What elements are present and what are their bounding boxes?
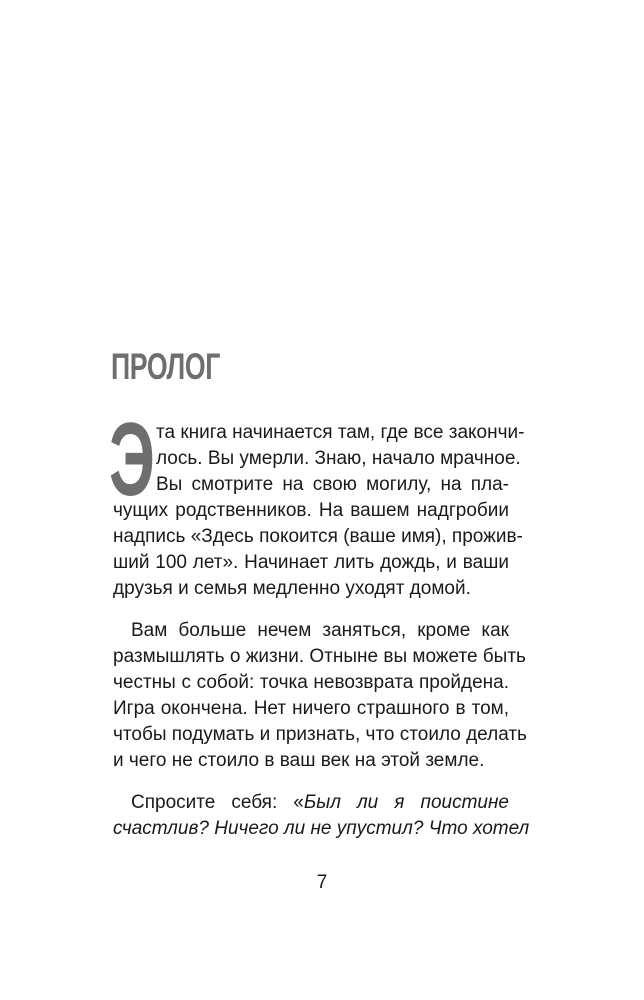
page-number: 7 (316, 872, 328, 893)
paragraph-1-line-7: друзья и семья медленно уходят домой. (113, 578, 471, 599)
paragraph-3-line-1 (113, 790, 509, 816)
paragraph-1-line-6: ший 100 лет». Начинает лить дождь, и ваши (113, 552, 509, 573)
paragraph-2-line-2: размышлять о жизни. Отныне вы можете быть (113, 646, 526, 667)
chapter-title: ПРОЛОГ (111, 346, 220, 387)
drop-cap: Э (109, 402, 155, 518)
paragraph-2-line-3: честны с собой: точка невозврата пройдена. (113, 672, 509, 693)
paragraph-2-line-4: Игра окончена. Нет ничего страшного в том, (113, 698, 509, 719)
paragraph-1-line-2: лось. Вы умерли. Знаю, начало мрачное. (156, 448, 521, 469)
paragraph-2-line-1: Вам больше нечем заняться, кроме как (131, 620, 509, 641)
paragraph-3-lead-text: Спросите себя: « (131, 792, 304, 813)
paragraph-2-line-5: чтобы подумать и признать, что стоило делать (113, 724, 527, 745)
paragraph-3-question-text: Был ли я поистине (303, 792, 509, 813)
paragraph-3-line-2: счастлив? Ничего ли не упустил? Что хотел (113, 818, 530, 839)
paragraph-1-line-1: та книга начинается там, где все закончи- (156, 422, 525, 443)
paragraph-2-line-6: и чего не стоило в ваш век на этой земле. (113, 750, 485, 771)
paragraph-1-line-3: Вы смотрите на свою могилу, на пла- (156, 474, 509, 495)
paragraph-1-line-4: чущих родственников. На вашем надгробии (113, 500, 509, 521)
paragraph-1-line-5: надпись «Здесь покоится (ваше имя), прожив- (113, 526, 523, 547)
